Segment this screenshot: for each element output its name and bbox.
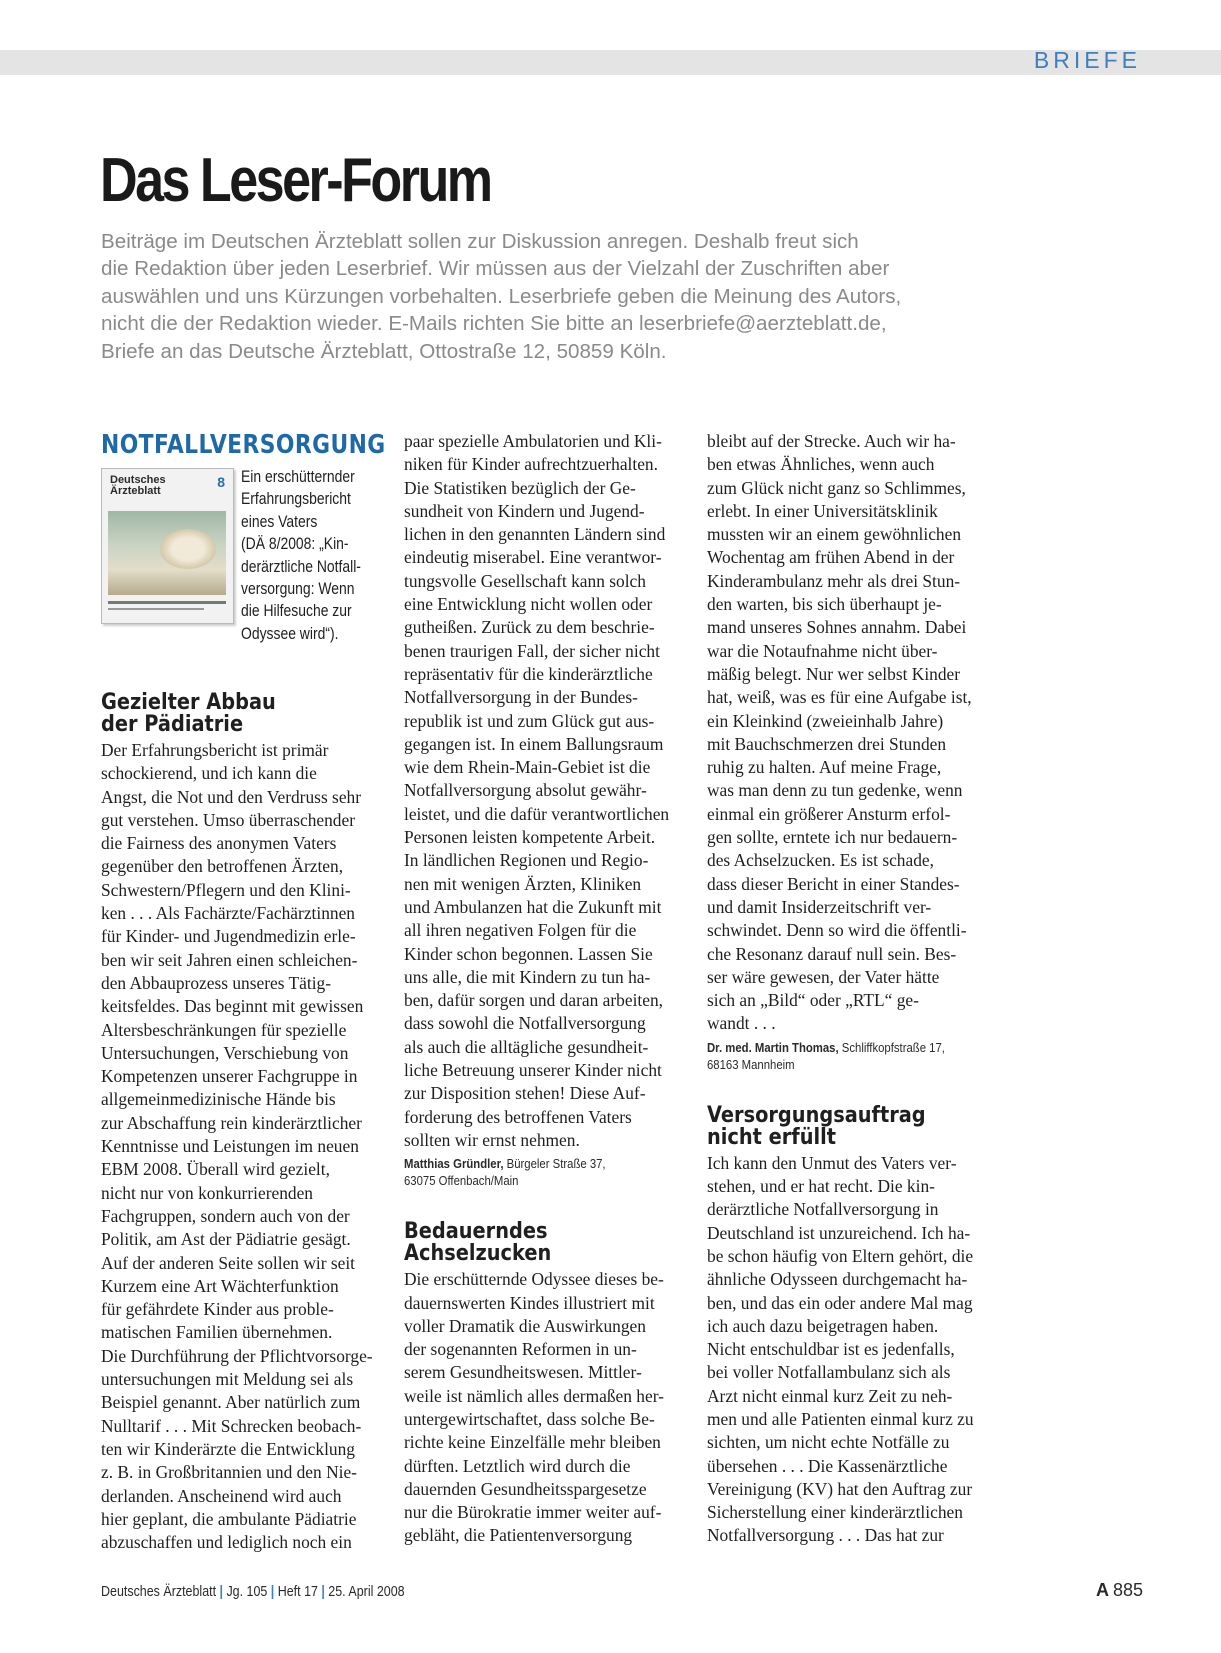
body-line: den Abbauprozess unseres Tätig- bbox=[101, 972, 332, 993]
intro-line: auswählen und uns Kürzungen vorbehalten. Leserbriefe geben die Meinung des Autors, bbox=[101, 284, 902, 308]
body-line: Nicht entschuldbar ist es jedenfalls, bbox=[707, 1339, 955, 1360]
headline-line: Versorgungsauftrag bbox=[707, 1101, 926, 1128]
body-line: ich auch dazu beigetragen haben. bbox=[707, 1315, 939, 1336]
body-line: wie dem Rhein-Main-Gebiet ist die bbox=[404, 757, 651, 778]
body-line: dauernden Gesundheitsspargesetze bbox=[404, 1478, 647, 1499]
body-line: zur Disposition stehen! Diese Auf- bbox=[404, 1083, 646, 1104]
body-line: untergewirtschaftet, dass solche Be- bbox=[404, 1408, 655, 1429]
body-line: Die erschütternde Odyssee dieses be- bbox=[404, 1269, 664, 1290]
body-line: uns alle, die mit Kindern zu tun ha- bbox=[404, 966, 651, 987]
body-line: sollten wir ernst nehmen. bbox=[404, 1129, 580, 1150]
intro-line: Briefe an das Deutsche Ärzteblatt, Ottostraße 12, 50859 Köln. bbox=[101, 339, 667, 363]
body-line: mäßig belegt. Nur wer selbst Kinder bbox=[707, 663, 961, 684]
body-line: Kurzem eine Art Wächterfunktion bbox=[101, 1275, 339, 1296]
signature-line: 63075 Offenbach/Main bbox=[404, 1174, 519, 1189]
body-line: stehen, und er hat recht. Die kin- bbox=[707, 1176, 935, 1197]
body-line: Kinder schon begonnen. Lassen Sie bbox=[404, 943, 653, 964]
page-number bbox=[1096, 1580, 1143, 1601]
body-line: ben wir seit Jahren einen schleichen- bbox=[101, 949, 358, 970]
body-line: erlebt. In einer Universitätsklinik bbox=[707, 500, 938, 521]
body-line: einmal ein größerer Ansturm erfol- bbox=[707, 803, 951, 824]
section-label: BRIEFE bbox=[1033, 47, 1141, 73]
body-line: übersehen . . . Die Kassenärztliche bbox=[707, 1455, 948, 1476]
footer-journal: Deutsches Ärzteblatt bbox=[101, 1584, 217, 1600]
cover-plates bbox=[160, 529, 216, 569]
body-line: ein Kleinkind (zweieinhalb Jahre) bbox=[707, 710, 944, 731]
letter-headline bbox=[404, 1218, 653, 1267]
body-line: Deutschland ist unzureichend. Ich ha- bbox=[707, 1222, 971, 1243]
body-line: Ich kann den Unmut des Vaters ver- bbox=[707, 1152, 957, 1173]
body-line: ten wir Kinderärzte die Entwicklung bbox=[101, 1438, 356, 1459]
footer-issue: Heft 17 bbox=[277, 1584, 318, 1600]
column-2 bbox=[404, 430, 694, 1548]
body-line: Notfallversorgung absolut gewähr- bbox=[404, 780, 647, 801]
body-line: hier geplant, die ambulante Pädiatrie bbox=[101, 1508, 357, 1529]
body-line: republik ist und zum Glück gut aus- bbox=[404, 710, 655, 731]
body-line: gut verstehen. Umso überraschender bbox=[101, 809, 356, 830]
body-line: lichen in den genannten Ländern sind bbox=[404, 524, 666, 545]
body-line: che Resonanz darauf null sein. Bes- bbox=[707, 943, 957, 964]
body-line: niken für Kinder aufrechtzuerhalten. bbox=[404, 454, 658, 475]
letter-body bbox=[101, 739, 391, 1554]
magazine-cover-image bbox=[101, 468, 234, 624]
page-prefix: A bbox=[1095, 1580, 1109, 1600]
letter-headline bbox=[101, 691, 350, 735]
body-line: ben etwas Ähnliches, wenn auch bbox=[707, 454, 935, 475]
cover-issue-number: 8 bbox=[217, 474, 225, 490]
body-line: dauernswerten Kindes illustriert mit bbox=[404, 1292, 655, 1313]
letter-body bbox=[707, 1152, 997, 1548]
body-line: leistet, und die dafür verantwortlichen bbox=[404, 803, 670, 824]
body-line: Notfallversorgung . . . Das hat zur bbox=[707, 1525, 944, 1546]
teaser-line: (DÄ 8/2008: „Kin- bbox=[241, 535, 349, 554]
footer-separator: | bbox=[321, 1584, 325, 1600]
body-line: dass dieser Bericht in einer Standes- bbox=[707, 873, 960, 894]
body-line: mussten wir an einem gewöhnlichen bbox=[707, 524, 962, 545]
body-line: matischen Familien übernehmen. bbox=[101, 1322, 333, 1343]
cover-rule bbox=[108, 601, 226, 604]
body-line: benen traurigen Fall, der sicher nicht bbox=[404, 640, 660, 661]
teaser-line: Erfahrungsbericht bbox=[241, 490, 351, 509]
headline-line: Bedauerndes bbox=[404, 1218, 548, 1245]
body-line: bei voller Notfallambulanz sich als bbox=[707, 1362, 951, 1383]
column-1 bbox=[101, 430, 391, 1554]
body-line: Vereinigung (KV) hat den Auftrag zur bbox=[707, 1478, 973, 1499]
body-line: Beispiel genannt. Aber natürlich zum bbox=[101, 1392, 361, 1413]
body-line: Notfallversorgung in der Bundes- bbox=[404, 687, 638, 708]
body-line: für Kinder- und Jugendmedizin erle- bbox=[101, 926, 356, 947]
body-line: ser wäre gewesen, der Vater hätte bbox=[707, 966, 940, 987]
body-line: abzuschaffen und lediglich noch ein bbox=[101, 1532, 352, 1553]
body-line: Die Durchführung der Pflichtvorsorge- bbox=[101, 1345, 373, 1366]
body-line: ben, dafür sorgen und daran arbeiten, bbox=[404, 990, 663, 1011]
body-line: paar spezielle Ambulatorien und Kli- bbox=[404, 431, 662, 451]
letter-body bbox=[707, 430, 997, 1036]
body-line: voller Dramatik die Auswirkungen bbox=[404, 1315, 646, 1336]
body-line: gen sollte, erntete ich nur bedauern- bbox=[707, 827, 958, 848]
body-line: Angst, die Not und den Verdruss sehr bbox=[101, 786, 362, 807]
footer-separator: | bbox=[219, 1584, 223, 1600]
signature-name: Matthias Gründler, bbox=[404, 1157, 504, 1172]
body-line: und Ambulanzen hat die Zukunft mit bbox=[404, 896, 662, 917]
headline-line: Achselzucken bbox=[404, 1240, 552, 1267]
body-line: des Achselzucken. Es ist schade, bbox=[707, 850, 934, 871]
body-line: und damit Insiderzeitschrift ver- bbox=[707, 896, 932, 917]
body-line: bleibt auf der Strecke. Auch wir ha- bbox=[707, 431, 956, 451]
body-line: Arzt nicht einmal kurz Zeit zu neh- bbox=[707, 1385, 953, 1406]
footer-separator: | bbox=[270, 1584, 275, 1600]
intro-line: nicht die der Redaktion wieder. E-Mails richten Sie bitte an leserbriefe@aerzteblatt.de, bbox=[101, 312, 887, 336]
body-line: Politik, am Ast der Pädiatrie gesägt. bbox=[101, 1229, 351, 1250]
body-line: Auf der anderen Seite sollen wir seit bbox=[101, 1252, 356, 1273]
page-number-value: 885 bbox=[1112, 1580, 1143, 1600]
letter-headline bbox=[707, 1101, 956, 1150]
intro-line: die Redaktion über jeden Leserbrief. Wir müssen aus der Vielzahl der Zuschriften aber bbox=[101, 257, 890, 281]
body-line: Sicherstellung einer kinderärztlichen bbox=[707, 1502, 963, 1523]
body-line: nur die Bürokratie immer weiter auf- bbox=[404, 1502, 662, 1523]
body-line: Personen leisten kompetente Arbeit. bbox=[404, 827, 656, 848]
body-line: derärztliche Notfallversorgung in bbox=[707, 1199, 939, 1220]
body-line: ähnliche Odysseen durchgemacht ha- bbox=[707, 1269, 968, 1290]
body-line: men und alle Patienten einmal kurz zu bbox=[707, 1408, 974, 1429]
body-line: war die Notaufnahme nicht über- bbox=[707, 640, 938, 661]
teaser-line: die Hilfesuche zur bbox=[241, 602, 352, 621]
body-line: schockierend, und ich kann die bbox=[101, 763, 317, 784]
body-line: Kompetenzen unserer Fachgruppe in bbox=[101, 1066, 358, 1087]
body-line: ken . . . Als Fachärzte/Fachärztinnen bbox=[101, 903, 356, 924]
teaser-line: Ein erschütternder bbox=[241, 468, 355, 486]
body-line: mit Bauchschmerzen drei Stunden bbox=[707, 733, 947, 754]
body-line: Kenntnisse und Leistungen im neuen bbox=[101, 1136, 359, 1157]
intro-paragraph bbox=[101, 228, 1001, 365]
body-line: eine Entwicklung nicht wollen oder bbox=[404, 594, 653, 615]
body-line: Schwestern/Pflegern und den Klini- bbox=[101, 879, 351, 900]
letter-body bbox=[404, 430, 694, 1152]
body-line: liche Betreuung unserer Kinder nicht bbox=[404, 1060, 662, 1081]
body-line: gebläht, die Patientenversorgung bbox=[404, 1525, 633, 1546]
body-line: ruhig zu halten. Auf meine Frage, bbox=[707, 757, 942, 778]
letter-signature bbox=[404, 1156, 665, 1190]
body-line: Die Statistiken bezüglich der Ge- bbox=[404, 477, 636, 498]
body-line: die Fairness des anonymen Vaters bbox=[101, 833, 337, 854]
body-line: hat, weiß, was es für eine Aufgabe ist, bbox=[707, 687, 972, 708]
teaser-text bbox=[241, 466, 370, 645]
body-line: forderung des betroffenen Vaters bbox=[404, 1106, 632, 1127]
signature-line: Bürgeler Straße 37, bbox=[506, 1157, 606, 1172]
column-3 bbox=[707, 430, 997, 1548]
teaser-block bbox=[101, 464, 391, 659]
body-line: sichten, um nicht echte Notfälle zu bbox=[707, 1432, 950, 1453]
page-title: Das Leser-Forum bbox=[100, 146, 491, 215]
letter-signature bbox=[707, 1040, 968, 1074]
teaser-line: Odyssee wird“). bbox=[241, 624, 339, 643]
body-line: serem Gesundheitswesen. Mittler- bbox=[404, 1362, 642, 1383]
body-line: nicht nur von konkurrierenden bbox=[101, 1182, 314, 1203]
body-line: eindeutig miserabel. Eine verantwor- bbox=[404, 547, 662, 568]
body-line: den warten, bis sich überhaupt je- bbox=[707, 594, 942, 615]
body-line: gegenüber den betroffenen Ärzten, bbox=[101, 856, 344, 877]
cover-rule bbox=[108, 608, 204, 610]
body-line: Fachgruppen, sondern auch von der bbox=[101, 1205, 350, 1226]
body-line: schwindet. Denn so wird die öffentli- bbox=[707, 920, 967, 941]
body-line: Nulltarif . . . Mit Schrecken beobach- bbox=[101, 1415, 362, 1436]
body-line: gutheißen. Zurück zu dem beschrie- bbox=[404, 617, 655, 638]
body-line: z. B. in Großbritannien und den Nie- bbox=[101, 1462, 357, 1483]
body-line: richte keine Einzelfälle mehr bleiben bbox=[404, 1432, 661, 1453]
body-line: allgemeinmedizinische Hände bis bbox=[101, 1089, 336, 1110]
body-line: untersuchungen mit Meldung sei als bbox=[101, 1369, 354, 1390]
signature-name: Dr. med. Martin Thomas, bbox=[707, 1040, 839, 1055]
body-line: ben, und das ein oder andere Mal mag bbox=[707, 1292, 973, 1313]
cover-brand: Deutsches Ärzteblatt bbox=[110, 474, 166, 497]
body-line: Kinderambulanz mehr als drei Stun- bbox=[707, 570, 961, 591]
body-line: dürften. Letztlich wird durch die bbox=[404, 1455, 631, 1476]
body-line: zum Glück nicht ganz so Schlimmes, bbox=[707, 477, 966, 498]
body-line: EBM 2008. Überall wird gezielt, bbox=[101, 1159, 330, 1180]
signature-line: Schliffkopfstraße 17, bbox=[841, 1040, 945, 1055]
headline-line: der Pädiatrie bbox=[101, 711, 244, 737]
body-line: tungsvolle Gesellschaft kann solch bbox=[404, 570, 646, 591]
body-line: für gefährdete Kinder aus proble- bbox=[101, 1299, 334, 1320]
signature-line: 68163 Mannheim bbox=[707, 1057, 795, 1072]
topic-heading: NOTFALLVERSORGUNG bbox=[101, 430, 386, 460]
letter-body bbox=[404, 1268, 694, 1548]
page-footer bbox=[101, 1584, 405, 1600]
body-line: Untersuchungen, Verschiebung von bbox=[101, 1042, 349, 1063]
body-line: sich an „Bild“ oder „RTL“ ge- bbox=[707, 990, 919, 1011]
teaser-line: versorgung: Wenn bbox=[241, 580, 355, 599]
body-line: Der Erfahrungsbericht ist primär bbox=[101, 740, 329, 760]
body-line: nen mit wenigen Ärzten, Kliniken bbox=[404, 873, 642, 894]
body-line: all ihren negativen Folgen für die bbox=[404, 920, 637, 941]
footer-volume: Jg. 105 bbox=[226, 1584, 268, 1600]
body-line: keitsfeldes. Das beginnt mit gewissen bbox=[101, 996, 364, 1017]
footer-date: 25. April 2008 bbox=[328, 1584, 405, 1600]
body-line: sundheit von Kindern und Jugend- bbox=[404, 500, 645, 521]
body-line: was man denn zu tun gedenke, wenn bbox=[707, 780, 963, 801]
body-line: Altersbeschränkungen für spezielle bbox=[101, 1019, 347, 1040]
body-line: zur Abschaffung rein kinderärztlicher bbox=[101, 1112, 362, 1133]
body-line: dass sowohl die Notfallversorgung bbox=[404, 1013, 646, 1034]
body-line: der sogenannten Reformen in un- bbox=[404, 1339, 637, 1360]
headline-line: Gezielter Abbau bbox=[101, 689, 276, 715]
teaser-line: eines Vaters bbox=[241, 512, 318, 531]
body-line: als auch die alltägliche gesundheit- bbox=[404, 1036, 649, 1057]
body-line: In ländlichen Regionen und Regio- bbox=[404, 850, 649, 871]
body-line: derlanden. Anscheinend wird auch bbox=[101, 1485, 342, 1506]
body-line: gegangen ist. In einem Ballungsraum bbox=[404, 733, 664, 754]
body-line: wandt . . . bbox=[707, 1013, 776, 1034]
body-line: Wochentag am frühen Abend in der bbox=[707, 547, 955, 568]
teaser-line: derärztliche Notfall- bbox=[241, 557, 361, 576]
intro-line: Beiträge im Deutschen Ärzteblatt sollen zur Diskussion anregen. Deshalb freut sich bbox=[101, 230, 859, 253]
body-line: weile ist nämlich alles dermaßen her- bbox=[404, 1385, 664, 1406]
headline-line: nicht erfüllt bbox=[707, 1123, 837, 1150]
body-line: repräsentativ für die kinderärztliche bbox=[404, 663, 653, 684]
body-line: mand unseres Sohnes annahm. Dabei bbox=[707, 617, 967, 638]
body-line: be schon häufig von Eltern gehört, die bbox=[707, 1245, 974, 1266]
